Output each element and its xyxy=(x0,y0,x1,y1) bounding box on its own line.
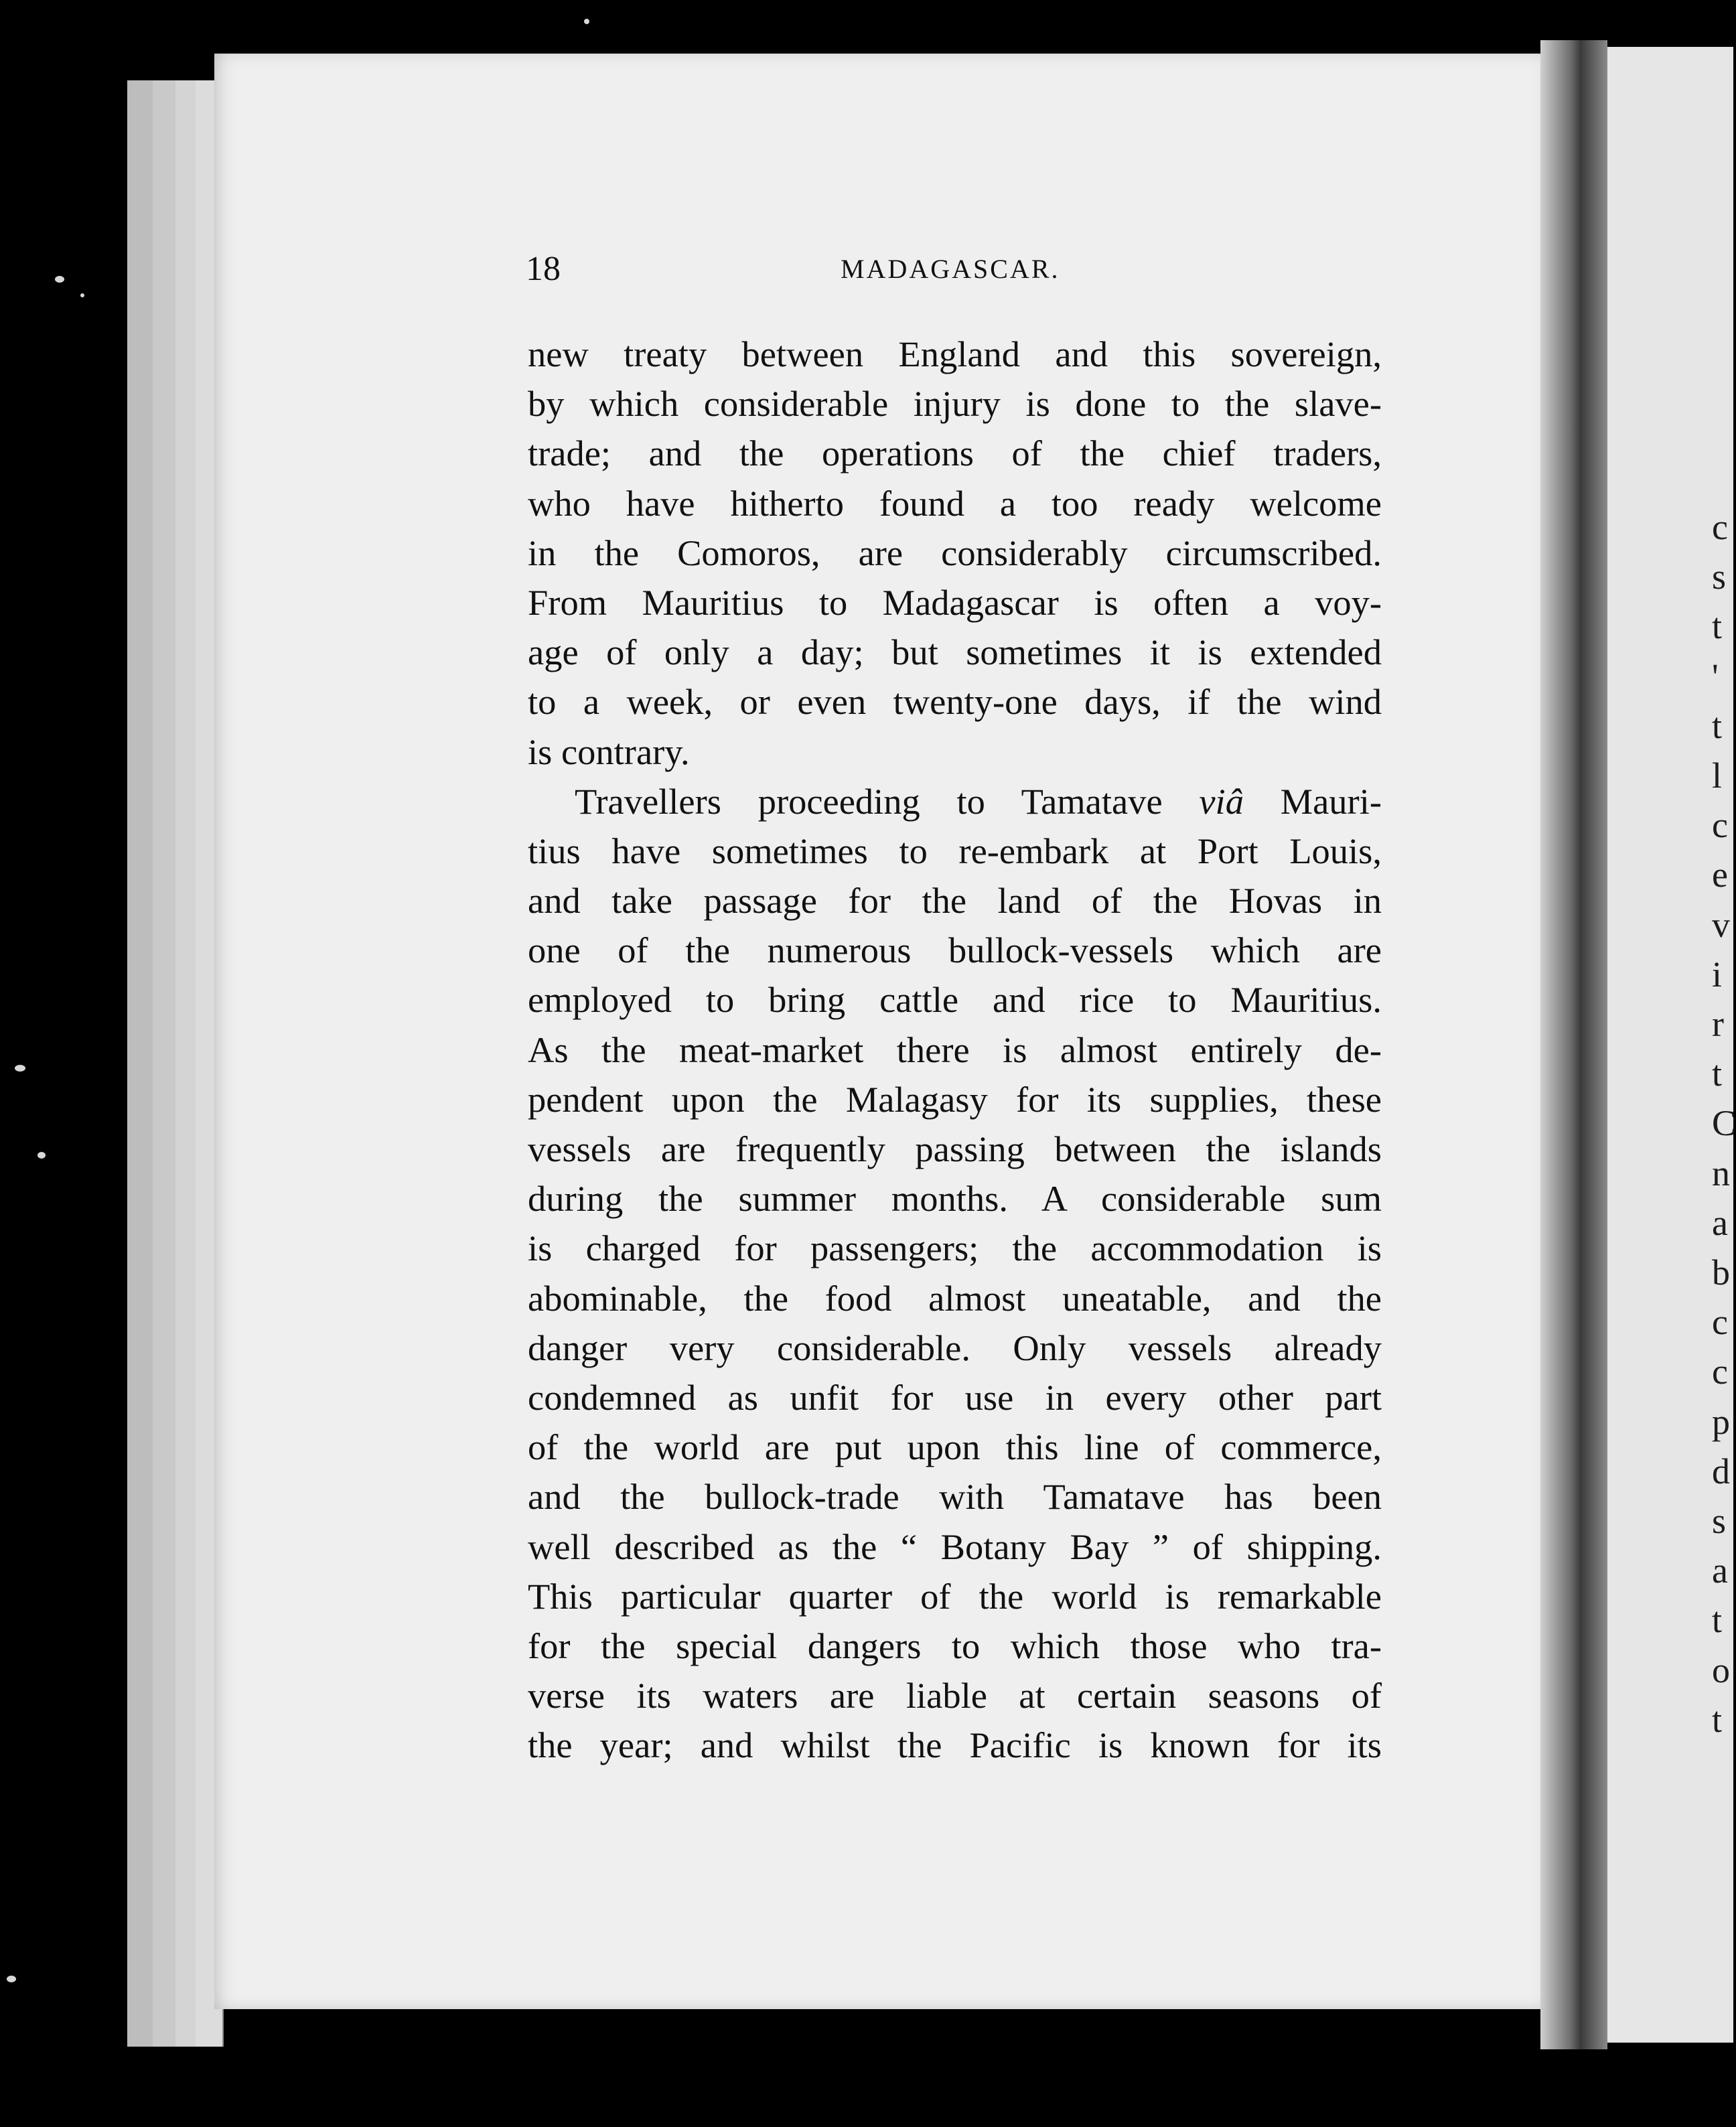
text-line: pendent upon the Malagasy for its supplies, these xyxy=(528,1078,1382,1120)
next-page-fragment: a xyxy=(1712,1550,1728,1591)
paragraph-start-line: Travellers proceeding to Tamatave viâ Mauri- xyxy=(575,780,1382,822)
next-page-fragment: e xyxy=(1712,855,1728,895)
text-line: well described as the “ Botany Bay ” of shipping. xyxy=(528,1526,1382,1567)
next-page-fragment: b xyxy=(1712,1252,1730,1293)
next-page-fragment: p xyxy=(1712,1401,1730,1442)
text-line: and take passage for the land of the Hovas in xyxy=(528,880,1382,922)
scan-speck xyxy=(55,276,64,283)
text-line: of the world are put upon this line of commerce, xyxy=(528,1426,1382,1468)
next-page xyxy=(1601,47,1733,2043)
text-line: verse its waters are liable at certain seasons of xyxy=(528,1675,1382,1716)
text-line: vessels are frequently passing between the islands xyxy=(528,1128,1382,1169)
next-page-fragment: C xyxy=(1712,1103,1736,1144)
next-page-fragment: d xyxy=(1712,1451,1730,1491)
text-line: during the summer months. A considerable sum xyxy=(528,1178,1382,1220)
text-line: condemned as unfit for use in every other part xyxy=(528,1376,1382,1418)
scan-speck xyxy=(80,293,84,297)
next-page-fragment: t xyxy=(1712,705,1723,746)
next-page-fragment: c xyxy=(1712,1302,1728,1343)
next-page-fragment: s xyxy=(1712,1501,1727,1541)
next-page-fragment: a xyxy=(1712,1202,1728,1243)
text-line: by which considerable injury is done to the slave- xyxy=(528,383,1382,425)
next-page-fragment: s xyxy=(1712,557,1727,597)
next-page-fragment: c xyxy=(1712,1351,1728,1392)
text-line: is charged for passengers; the accommodation is xyxy=(528,1228,1382,1269)
body-text xyxy=(528,329,1382,1770)
paragraph-end-line: is contrary. xyxy=(528,731,690,772)
next-page-fragment: t xyxy=(1712,1053,1723,1094)
next-page-fragment: o xyxy=(1712,1649,1730,1690)
next-page-fragment: v xyxy=(1712,904,1730,945)
text-line: one of the numerous bullock-vessels which are xyxy=(528,930,1382,971)
text-line: From Mauritius to Madagascar is often a voy- xyxy=(528,581,1382,623)
text-line: age of only a day; but sometimes it is extended xyxy=(528,632,1382,673)
text-line: This particular quarter of the world is remarkable xyxy=(528,1575,1382,1617)
next-page-fragment: t xyxy=(1712,1600,1723,1641)
scan-speck xyxy=(7,1976,16,1982)
running-head xyxy=(526,249,1383,296)
text-line: and the bullock-trade with Tamatave has been xyxy=(528,1476,1382,1518)
next-page-fragment: ' xyxy=(1712,656,1719,696)
scan-speck xyxy=(584,19,589,24)
text-line: to a week, or even twenty-one days, if the wind xyxy=(528,681,1382,723)
next-page-fragment: l xyxy=(1712,755,1723,796)
text-line: trade; and the operations of the chief traders, xyxy=(528,433,1382,474)
text-line: who have hitherto found a too ready welcome xyxy=(528,482,1382,524)
scan-speck xyxy=(15,1065,25,1072)
running-title: MADAGASCAR. xyxy=(841,254,1060,284)
text-line: in the Comoros, are considerably circumscribed. xyxy=(528,532,1382,573)
text-line: for the special dangers to which those who tra- xyxy=(528,1625,1382,1666)
next-page-fragment: c xyxy=(1712,805,1728,846)
text-line: employed to bring cattle and rice to Mauritius. xyxy=(528,979,1382,1021)
page-number: 18 xyxy=(526,250,561,288)
text-line: danger very considerable. Only vessels already xyxy=(528,1327,1382,1368)
text-line: abominable, the food almost uneatable, and the xyxy=(528,1277,1382,1319)
binding-gutter xyxy=(1540,40,1607,2049)
next-page-fragment: t xyxy=(1712,606,1723,647)
next-page-fragment: r xyxy=(1712,1004,1724,1044)
text-line: tius have sometimes to re-embark at Port Louis, xyxy=(528,830,1382,871)
text-line: new treaty between England and this sovereign, xyxy=(528,334,1382,374)
next-page-fragment: i xyxy=(1712,954,1723,995)
next-page-fragment: t xyxy=(1712,1699,1723,1740)
italic-word: viâ xyxy=(1199,780,1244,822)
next-page-fragment: n xyxy=(1712,1153,1730,1193)
text-line: As the meat-market there is almost entirely de- xyxy=(528,1029,1382,1070)
next-page-fragment: c xyxy=(1712,507,1728,547)
scan-speck xyxy=(38,1152,46,1159)
text-line: the year; and whilst the Pacific is known for its xyxy=(528,1725,1382,1766)
